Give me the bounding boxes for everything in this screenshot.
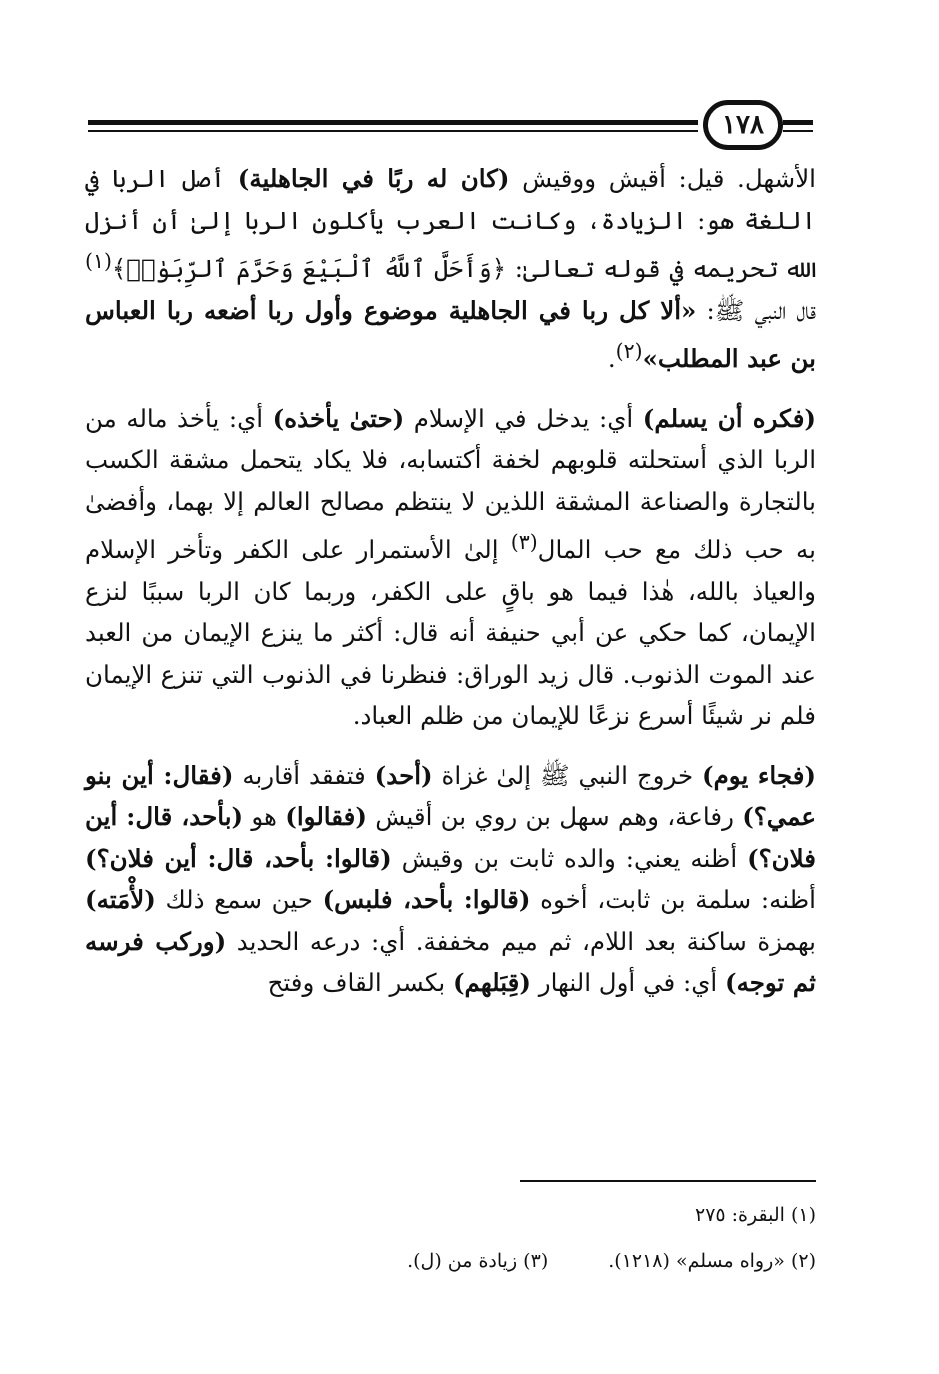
footnote-1: (١) البقرة: ٢٧٥: [694, 1204, 816, 1226]
bold-text-run: (حتىٰ يأخذه): [272, 403, 405, 433]
footnote-3: (٣) زيادة من (ل).: [407, 1250, 549, 1272]
header-rule-thin: [88, 130, 698, 132]
page-header: [88, 98, 813, 158]
footnote-separator: [520, 1180, 816, 1182]
page-number-badge: [703, 100, 783, 150]
bold-text-run: (قالوا: بأحد، فلبس): [322, 885, 531, 915]
text-run: بهمزة ساكنة بعد اللام، ثم ميم مخففة. أي: درعه الحديد: [226, 926, 816, 956]
bold-text-run: (فجاء يوم): [702, 760, 817, 790]
bold-text-run: (وركب فرسه ثم توجه): [85, 926, 816, 998]
text-run: إلىٰ الأستمرار على الكفر وتأخر الإسلام والعياذ بالله، هٰذا فيما هو باقٍ على الكفر، وربما كان الربا سببًا لنزع الإيمان، كما حكي عن أبي حنيفة أنه قال: أكثر ما ينزع الإيمان من العبد عند الموت الذنوب. قال زيد الوراق: فنظرنا في الذنوب التي تنزع الإيمان فلم نر شيئًا أسرع نزعًا للإيمان من ظلم العباد.: [85, 535, 816, 731]
paragraph-3: [85, 755, 816, 1004]
text-run: أظنه يعني: والده ثابت بن وقيش: [391, 843, 748, 873]
bold-text-run: (فقالوا): [285, 802, 367, 832]
text-run: خروج النبي ﷺ إلىٰ غزاة: [432, 760, 703, 790]
bold-text-run: (كان له ربًا في الجاهلية): [237, 164, 510, 193]
main-text: [85, 158, 816, 1004]
text-run: فتفقد أقاربه: [233, 760, 375, 790]
footnote-row-2: [300, 1238, 816, 1284]
text-run: هو: [243, 802, 286, 832]
footnote-ref: (١): [85, 249, 112, 273]
bold-text-run: (أحد): [374, 760, 433, 790]
text-run: أي: يأخذ ماله من الربا الذي أستحلته قلوبهم لخفة أكتسابه، فلا يكاد يتحمل مشقة الكسب بالتجارة والصناعة المشقة اللذين لا ينتظم مصالح العالم إلا بهما، وأفضىٰ به حب ذلك مع حب المال: [85, 403, 817, 565]
text-run: قال النبي ﷺ:: [696, 295, 816, 325]
text-run: الأشهل. قيل: أقيش ووقيش: [509, 164, 816, 193]
text-run: بكسر القاف وفتح: [267, 968, 453, 998]
text-run: أصل الربا في اللغة هو: الزيادة، وكانت العرب يأكلون الربا إلىٰ أن أنزل الله تحريمه في قوله تعالىٰ: ﴿وَأَحَلَّ ٱللَّهُ ٱلْبَيْعَ وَحَرَّمَ ٱلرِّبَوٰا۟﴾: [85, 164, 816, 284]
text-run: أي: في أول النهار: [530, 968, 725, 998]
header-rule-thick: [88, 120, 698, 125]
footnotes: [300, 1192, 816, 1284]
bold-text-run: (بأحد، قال: أين فلان؟): [85, 802, 816, 873]
footnote-ref: (٣): [510, 530, 538, 555]
header-rule-right-thin: [783, 130, 813, 132]
footnote-2: (٢) «رواه مسلم» (١٢١٨).: [608, 1250, 816, 1272]
paragraph-1: [85, 158, 816, 380]
text-run: رفاعة، وهم سهل بن روي بن أقيش: [366, 802, 743, 832]
text-run: حين سمع ذلك: [155, 885, 323, 915]
text-run: .: [607, 344, 616, 374]
bold-text-run: «ألا كل ربا في الجاهلية موضوع وأول ربا أضعه ربا العباس بن عبد المطلب»: [85, 295, 816, 374]
bold-text-run: (لأْمَته): [85, 885, 156, 915]
text-run: أظنه: سلمة بن ثابت، أخوه: [530, 885, 816, 915]
footnote-ref: (٢): [615, 339, 643, 364]
bold-text-run: (قالوا: بأحد، قال: أين فلان؟): [85, 843, 392, 873]
text-run: أي: يدخل في الإسلام: [404, 403, 643, 433]
bold-text-run: (قِبَلهم): [452, 968, 531, 998]
bold-text-run: (فقال: أين بنو عمي؟): [85, 760, 816, 832]
paragraph-2: [85, 398, 816, 737]
bold-text-run: (فكره أن يسلم): [642, 403, 816, 433]
page-number: ١٧٨: [722, 110, 764, 140]
header-rule-right-thick: [783, 120, 813, 125]
